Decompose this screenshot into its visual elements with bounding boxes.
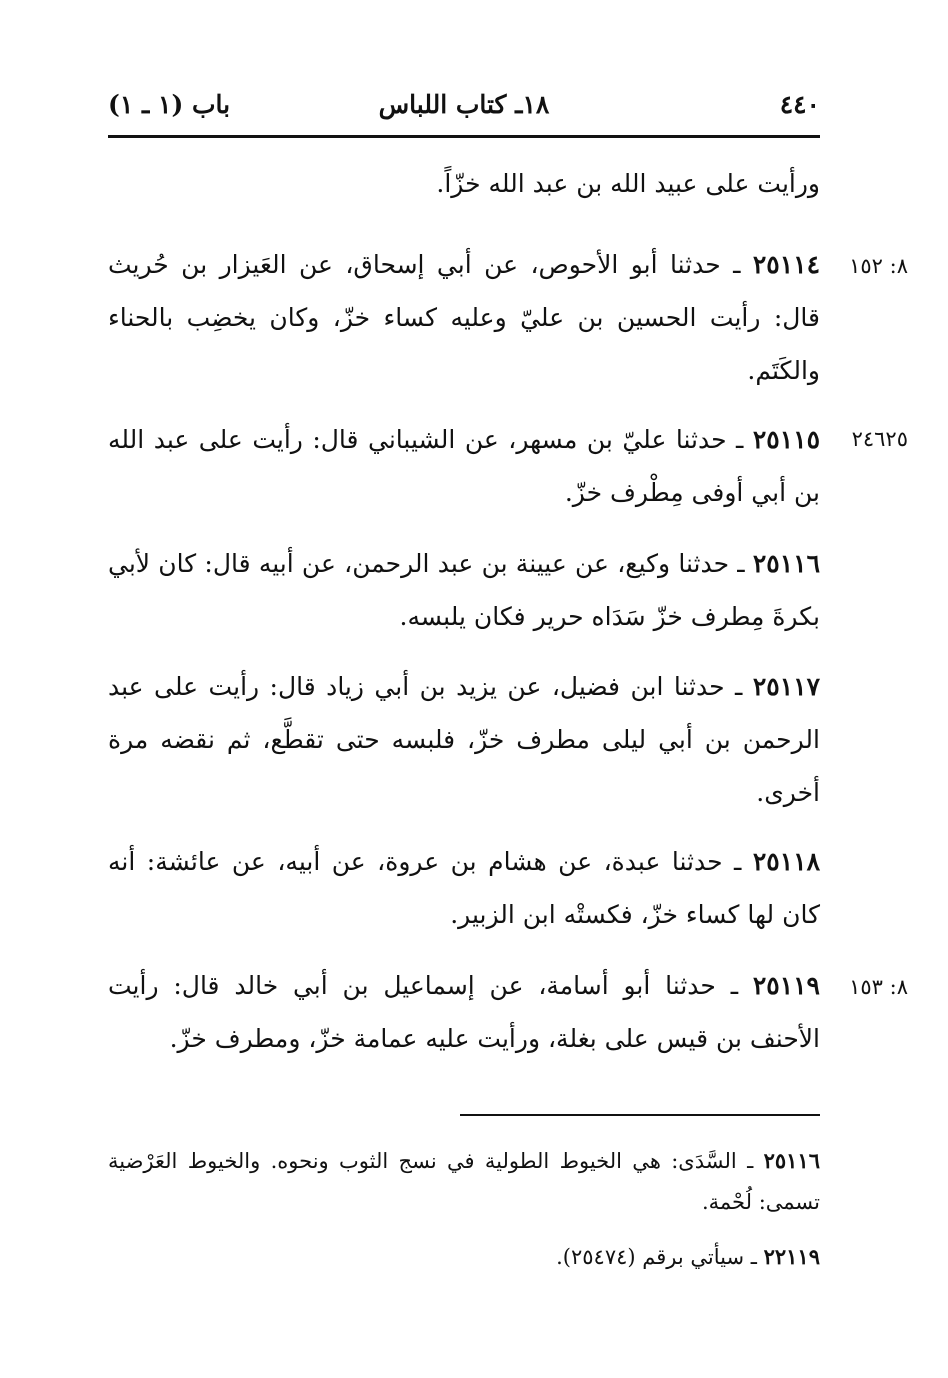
hadith-text: ـ حدثنا ابن فضيل، عن يزيد بن أبي زياد قال: رأيت على عبد الرحمن بن أبي ليلى مطرف خزّ، فلبسه حتى تقطَّع، ثم نقضه مرة أخرى. xyxy=(108,672,820,807)
hadith-text: ـ حدثنا عليّ بن مسهر، عن الشيباني قال: رأيت على عبد الله بن أبي أوفى مِطْرف خزّ. xyxy=(108,425,820,507)
footnote xyxy=(108,1140,820,1223)
book-title: ١٨ـ كتاب اللباس xyxy=(378,90,550,119)
hadith-paragraph xyxy=(108,835,820,941)
page-header xyxy=(108,82,820,132)
hadith-text: ـ حدثنا أبو الأحوص، عن أبي إسحاق، عن العَيزار بن حُريث قال: رأيت الحسين بن عليّ وعليه كساء خزّ، وكان يخضِب بالحناء والكَتَم. xyxy=(108,250,820,385)
margin-reference: ٢٤٦٢٥ xyxy=(851,427,908,451)
hadith-number: ٢٥١١٨ xyxy=(752,847,820,876)
hadith-number: ٢٥١١٥ xyxy=(752,425,820,454)
footnote-text: ـ سيأتي برقم (٢٥٤٧٤). xyxy=(556,1245,757,1269)
hadith-text: ـ حدثنا عبدة، عن هشام بن عروة، عن أبيه، عن عائشة: أنه كان لها كساء خزّ، فكستْه ابن الزبير. xyxy=(108,847,820,929)
footnote-number: ٢٢١١٩ xyxy=(763,1244,820,1269)
margin-reference: ٨: ١٥٢ xyxy=(849,254,908,278)
hadith-paragraph xyxy=(108,537,820,643)
hadith-text: ـ حدثنا وكيع، عن عيينة بن عبد الرحمن، عن أبيه قال: كان لأبي بكرةَ مِطرف خزّ سَدَاه حرير فكان يلبسه. xyxy=(108,549,820,631)
footnote xyxy=(108,1236,820,1278)
footnote-text: ـ السَّدَى: هي الخيوط الطولية في نسج الثوب ونحوه. والخيوط العَرْضية تسمى: لُحْمة. xyxy=(108,1149,820,1214)
hadith-number: ٢٥١١٤ xyxy=(752,250,820,279)
hadith-paragraph xyxy=(108,157,820,210)
hadith-text: ـ حدثنا أبو أسامة، عن إسماعيل بن أبي خالد قال: رأيت الأحنف بن قيس على بغلة، ورأيت عليه عمامة خزّ، ومطرف خزّ. xyxy=(108,971,820,1053)
margin-reference: ٨: ١٥٣ xyxy=(849,975,908,999)
hadith-paragraph xyxy=(108,959,820,1065)
hadith-paragraph xyxy=(108,660,820,819)
footnote-rule xyxy=(460,1114,820,1116)
hadith-text: ورأيت على عبيد الله بن عبد الله خزّاً. xyxy=(436,169,820,198)
hadith-number: ٢٥١١٩ xyxy=(752,971,820,1000)
hadith-paragraph xyxy=(108,238,820,397)
page-number: ٤٤٠ xyxy=(779,90,820,119)
hadith-number: ٢٥١١٧ xyxy=(752,672,821,701)
header-rule xyxy=(108,135,820,138)
chapter-label: باب (١ ـ ١) xyxy=(108,90,231,119)
hadith-paragraph xyxy=(108,413,820,519)
hadith-number: ٢٥١١٦ xyxy=(752,549,820,578)
footnote-number: ٢٥١١٦ xyxy=(763,1148,820,1173)
